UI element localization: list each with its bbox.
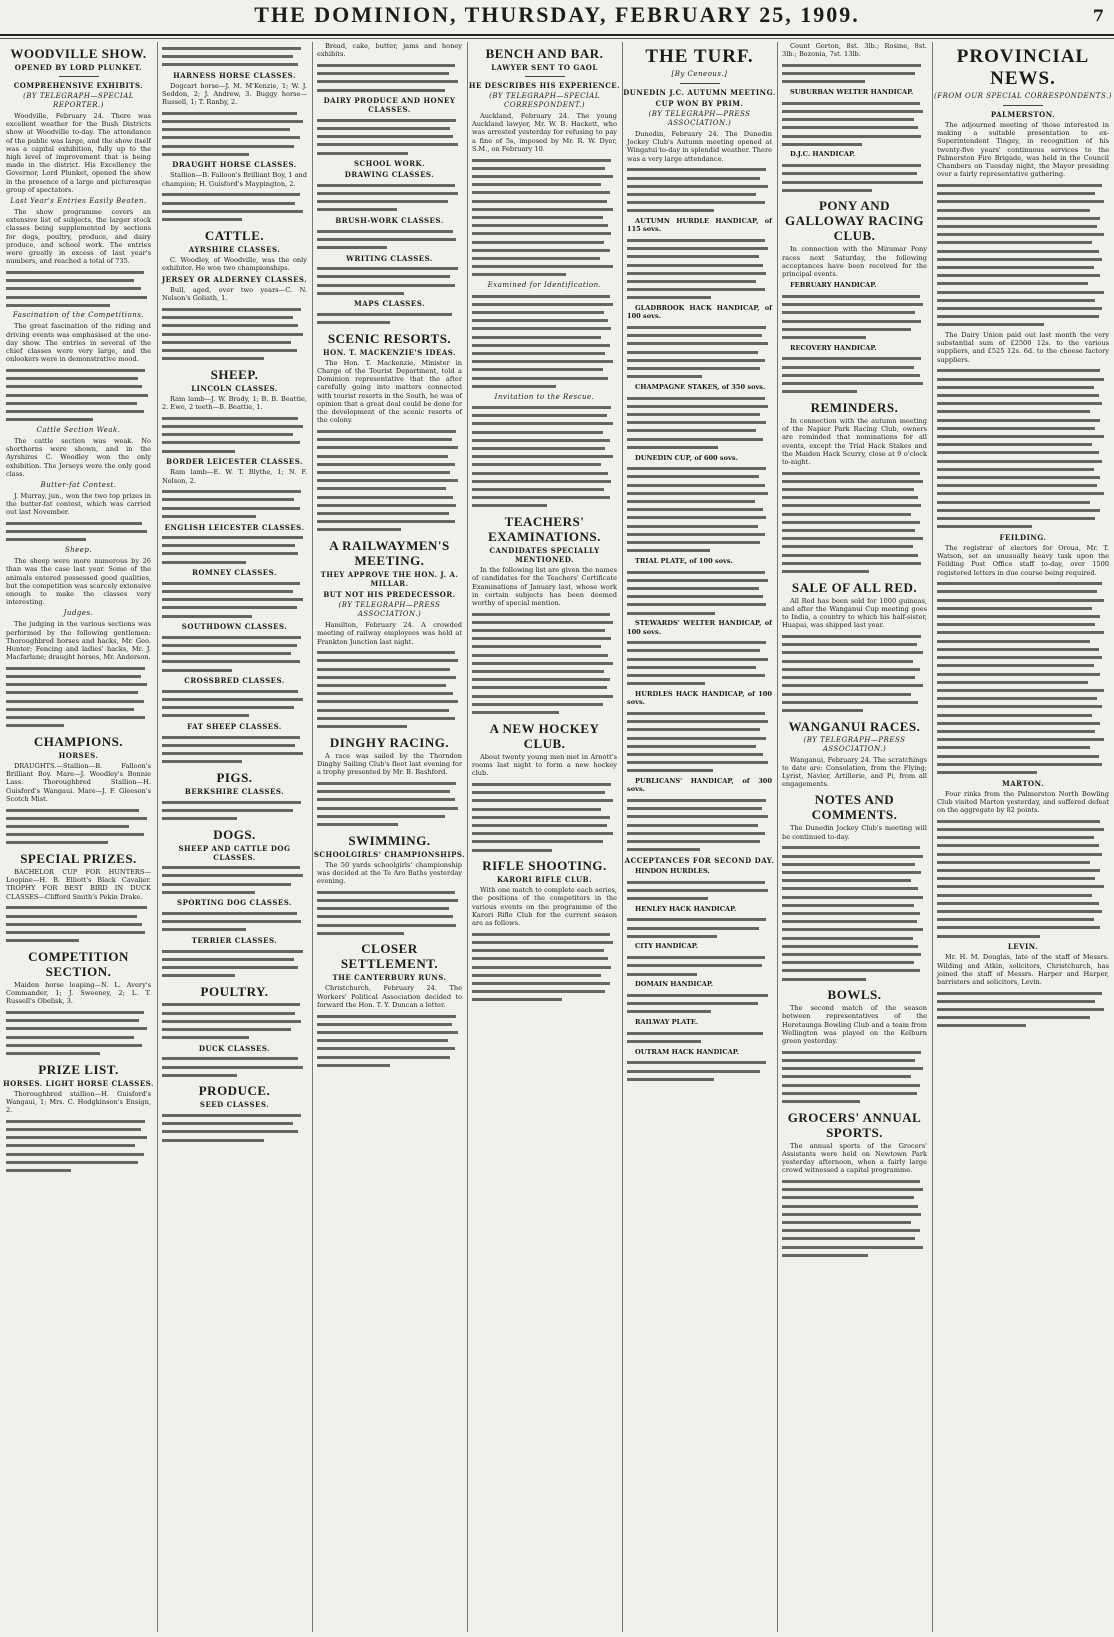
article-paragraph: Thoroughbred stallion—H. Guisford's Wangaui, 1; Mrs. C. Hodgkinson's Ensign, 2. xyxy=(6,1089,151,1115)
subheading: BRUSH-WORK CLASSES. xyxy=(335,216,444,226)
article-paragraph: The Dunedin Jockey Club's meeting will be continued to-day. xyxy=(782,824,927,841)
column-3 xyxy=(312,42,466,1632)
byline: (BY TELEGRAPH—PRESS ASSOCIATION.) xyxy=(803,735,906,753)
subheading: DUCK CLASSES. xyxy=(198,1043,271,1053)
paragraph-heading: Examined for Identification. xyxy=(487,281,602,290)
article-text-block xyxy=(627,954,772,979)
article-text-block xyxy=(782,61,927,86)
article-paragraph: The registrar of electors for Oroua, Mr. T. Watson, set an unusually heavy task upon the Feilding Post Office staff to-day, over 1500 registered letters in due course being required. xyxy=(937,543,1109,577)
subheading: CROSSBRED CLASSES. xyxy=(184,676,285,686)
race-heading: FEBRUARY HANDICAP. xyxy=(790,281,877,290)
column-4 xyxy=(467,42,621,1632)
subheading: WRITING CLASSES. xyxy=(346,253,433,263)
article-paragraph: The Hon. T. Mackenzie, Minister in Charge of the Tourist Department, told a Dominion representative that the after carefully going into matters connected with tourist resorts in the South, he was of opinion that a great deal could be done for the development of the scenic resorts of the colony. xyxy=(317,358,462,425)
headline-the-turf: THE TURF. xyxy=(645,46,754,67)
article-paragraph: Auckland, February 24. The young Auckland lawyer, Mr. W. B. Hackett, who was arrested yesterday for refusing to pay a fine of 5s, imposed by Mr. R. W. Dyer, S.M., on February 10. xyxy=(472,112,617,153)
article-paragraph: The great fascination of the riding and driving events was emphasised at the one-day show. The entries in several of the chief classes were very large, and the onlookers were in demonstrative mood. xyxy=(6,322,151,364)
subheading: DRAWING CLASSES. xyxy=(344,170,435,180)
race-heading: HURDLES HACK HANDICAP, of 100 sovs. xyxy=(627,690,772,707)
article-text-block xyxy=(782,1048,927,1105)
article-paragraph: BACHELOR CUP FOR HUNTERS—Loopine—H. B. Elliott's Black Cavalier. TROPHY FOR BEST BIRD IN DUCK CLASSES—Clifford Smith's Pekin Drake. xyxy=(6,868,151,901)
headline-new-hockey-club: A NEW HOCKEY CLUB. xyxy=(489,720,600,751)
article-text-block xyxy=(6,366,151,423)
subheading: KARORI RIFLE CLUB. xyxy=(497,875,592,885)
paragraph-heading: Sheep. xyxy=(64,546,93,555)
article-text-block xyxy=(627,709,772,775)
headline-bowls: BOWLS. xyxy=(827,987,882,1003)
article-text-block xyxy=(317,888,462,937)
headline-dinghy-racing: DINGHY RACING. xyxy=(329,734,450,750)
article-text-block xyxy=(472,930,617,1004)
section-heading-pigs: PIGS. xyxy=(216,770,253,785)
article-text-block xyxy=(162,864,307,897)
article-text-block xyxy=(627,236,772,302)
article-paragraph: Bread, cake, butter, jams and honey exhibits. xyxy=(317,42,462,59)
headline-woodville-show: WOODVILLE SHOW. xyxy=(10,46,147,61)
article-text-block xyxy=(627,1059,772,1084)
paragraph-heading: Last Year's Entries Easily Beaten. xyxy=(10,197,147,206)
article-paragraph: Ram lamb—J. W. Brady, 1; B. B. Beattie, 2. Ewe, 2 teeth—B. Beattie, 1. xyxy=(162,394,307,412)
article-text-block xyxy=(162,909,307,934)
article-text-block xyxy=(472,156,617,279)
article-text-block xyxy=(162,947,307,980)
subheading: ACCEPTANCES FOR SECOND DAY. xyxy=(624,855,775,865)
article-text-block xyxy=(162,798,307,823)
article-text-block xyxy=(317,310,462,326)
article-paragraph: All Red has been sold for 1000 guineas, and after the Wanganui Cup meeting goes to India, a country to which his half-sister, Huapai, was shipped last year. xyxy=(782,596,927,630)
section-heading-special-prizes: SPECIAL PRIZES. xyxy=(20,851,137,867)
page-number: 7 xyxy=(1092,6,1104,25)
headline-pony-galloway: PONY AND GALLOWAY RACING CLUB. xyxy=(784,198,925,244)
masthead xyxy=(0,0,1114,36)
article-paragraph: The sheep were more numerous by 26 than was the case last year. Some of the animals entered possessed good qualities, but the competition was scarcely extensive enough to make the classes very interesting. xyxy=(6,557,151,607)
article-text-block xyxy=(162,109,307,158)
subheading: LAWYER SENT TO GAOL xyxy=(491,63,598,72)
article-text-block xyxy=(317,181,462,214)
article-text-block xyxy=(627,796,772,853)
race-heading: DUNEDIN CUP, of 600 sovs. xyxy=(635,453,738,462)
race-heading: CHAMPAGNE STAKES, of 350 sovs. xyxy=(635,382,766,391)
race-heading: DOMAIN HANDICAP. xyxy=(635,980,713,989)
subheading: THEY APPROVE THE HON. J. A. MILLAR. xyxy=(320,570,459,589)
section-heading-competition: COMPETITION SECTION. xyxy=(28,948,129,979)
article-paragraph: The second match of the season between representatives of the Heretaunga Bowling Club and a team from Wellington was played on the Kelburn green yesterday. xyxy=(782,1004,927,1046)
article-text-block xyxy=(317,428,462,535)
article-paragraph: The 50 yards schoolgirls' championship was decided at the Te Aro Baths yesterday evening. xyxy=(317,860,462,886)
article-paragraph: About twenty young men met in Arnott's rooms last night to form a new hockey club. xyxy=(472,752,617,778)
subheading: MAPS CLASSES. xyxy=(354,299,425,309)
article-text-block xyxy=(317,649,462,731)
race-heading: PUBLICANS' HANDICAP, of 300 sovs. xyxy=(627,777,772,794)
byline: (BY TELEGRAPH—SPECIAL REPORTER.) xyxy=(23,92,134,109)
subheading: SPORTING DOG CLASSES. xyxy=(177,898,292,908)
section-heading-champions: CHAMPIONS. xyxy=(33,734,124,749)
subheading: LINCOLN CLASSES. xyxy=(191,383,278,393)
article-text-block xyxy=(162,305,307,362)
article-text-block xyxy=(317,779,462,828)
article-paragraph: Maiden horse leaping—N. L. Avery's Commander, 1; J. Sweeney, 2; L. T. Russell's Obelisk, 3. xyxy=(6,980,151,1006)
subheading: CANDIDATES SPECIALLY MENTIONED. xyxy=(489,546,600,565)
divider xyxy=(1003,105,1043,106)
article-text-block xyxy=(6,664,151,730)
article-text-block xyxy=(627,992,772,1017)
divider xyxy=(525,76,565,77)
race-heading: OUTRAM HACK HANDICAP. xyxy=(635,1047,739,1056)
subheading: HE DESCRIBES HIS EXPERIENCE. xyxy=(468,81,621,90)
article-text-block xyxy=(317,1012,462,1069)
article-paragraph: Woodville, February 24. There was excellent weather for the Bush Districts show at Woodville to-day. The attendance of the public was large, and the show itself was a capital exhibition, fully up to the high level of improvement that is being made in the district. His Excellency the Governor, Lord Plunket, opened the show in the presence of a large and picturesque group of spectators. xyxy=(6,112,151,194)
headline-rifle-shooting: RIFLE SHOOTING. xyxy=(482,858,607,874)
article-text-block xyxy=(782,355,927,396)
subheading: AYRSHIRE CLASSES. xyxy=(188,244,281,254)
article-text-block xyxy=(317,265,462,298)
article-text-block xyxy=(162,579,307,620)
subheading: HORSES. LIGHT HORSE CLASSES. xyxy=(3,1078,154,1088)
article-text-block xyxy=(162,44,307,69)
article-paragraph: C. Woodley, of Woodville, was the only exhibitor. He won two championships. xyxy=(162,255,307,272)
article-text-block xyxy=(317,61,462,94)
article-paragraph: In connection with the Miramar Pony races next Saturday, the following acceptances have been received for the principal events. xyxy=(782,245,927,279)
headline-notes-and-comments: NOTES AND COMMENTS. xyxy=(811,792,898,823)
subheading: COMPREHENSIVE EXHIBITS. xyxy=(13,81,144,90)
article-text-block xyxy=(782,844,927,983)
subheading: DUNEDIN J.C. AUTUMN MEETING. xyxy=(623,88,776,97)
subheading: BORDER LEICESTER CLASSES. xyxy=(166,457,303,467)
article-text-block xyxy=(627,568,772,617)
article-text-block xyxy=(937,181,1109,329)
article-text-block xyxy=(162,1055,307,1080)
article-paragraph: The adjourned meeting of those interested in making a suitable presentation to ex-Superintendent Tingey, in recognition of his twenty-five years' continuous services to the Palmerston Fire Brigade, was held in the Council Chambers on Tuesday night, the Mayor presiding over a fairly representative gathering. xyxy=(937,121,1109,179)
subheading: PALMERSTON. xyxy=(990,110,1056,119)
paragraph-heading: Cattle Section Weak. xyxy=(36,425,121,434)
article-text-block xyxy=(472,292,617,390)
article-paragraph: A race was sailed by the Thorndon Dinghy Sailing Club's fleet last evening for a trophy presented by Mr. B. Bashford. xyxy=(317,751,462,777)
article-text-block xyxy=(6,904,151,945)
section-heading-dogs: DOGS. xyxy=(213,826,256,842)
article-text-block xyxy=(162,191,307,224)
article-text-block xyxy=(472,404,617,511)
article-text-block xyxy=(6,1008,151,1057)
headline-bench-and-bar: BENCH AND BAR. xyxy=(485,46,604,61)
race-heading: AUTUMN HURDLE HANDICAP, of 115 sovs. xyxy=(627,217,772,234)
headline-provincial-news: PROVINCIAL NEWS. xyxy=(956,46,1090,89)
article-text-block xyxy=(317,227,462,252)
subheading: DAIRY PRODUCE AND HONEY CLASSES. xyxy=(323,96,456,115)
byline: (FROM OUR SPECIAL CORRESPONDENTS.) xyxy=(934,92,1112,100)
article-text-block xyxy=(162,414,307,455)
article-paragraph: The annual sports of the Grocers' Assistants were held on Newtown Park yesterday afternoon, when a fairly large crowd witnessed a capital programme. xyxy=(782,1141,927,1175)
column-1 xyxy=(2,42,155,1632)
subheading: HON. T. MACKENZIE'S IDEAS. xyxy=(323,347,456,357)
subheading: FAT SHEEP CLASSES. xyxy=(187,722,282,732)
article-text-block xyxy=(162,733,307,766)
headline-reminders: REMINDERS. xyxy=(810,399,899,415)
article-text-block xyxy=(782,1178,927,1260)
article-paragraph: DRAUGHTS.—Stallion—B. Falloon's Brilliant Boy. Mare—J. Woodley's Bonnie Lass. Thoroughbred Stallion—H. Guisford's Wangaui. Mare—J. F. Gleeson's Scotch Mist. xyxy=(6,762,151,803)
article-paragraph: Mr. H. M. Douglas, late of the staff of Messrs. Wilding and Atkin, solicitors, Christchurch, has joined the staff of Messrs. Harper and Harper, barristers and solicitors, Levin. xyxy=(937,953,1109,986)
article-paragraph: The Dairy Union paid out last month the very substantial sum of £2500 12s. to the various suppliers, and £525 12s. 6d. to the cheese factory suppliers. xyxy=(937,331,1109,364)
headline-scenic-resorts: SCENIC RESORTS. xyxy=(327,330,452,346)
article-text-block xyxy=(6,268,151,309)
race-heading: CITY HANDICAP. xyxy=(635,942,698,951)
article-text-block xyxy=(937,580,1109,777)
column-5 xyxy=(622,42,776,1632)
headline-sale-of-all-red: SALE OF ALL RED. xyxy=(791,579,918,595)
subheading: SCHOOLGIRLS' CHAMPIONSHIPS. xyxy=(313,849,466,859)
section-heading-produce: PRODUCE. xyxy=(198,1083,271,1099)
article-text-block xyxy=(627,639,772,688)
subheading: CUP WON BY PRIM. xyxy=(655,99,744,108)
article-paragraph: The show programme covers an extensive list of subjects, the larger stock classes being supplemented by sections for dogs, poultry, produce, and dairy produce, and school work. The entries were greatly in excess of last year's numbers, and reached a total of 735. xyxy=(6,208,151,266)
subheading: ROMNEY CLASSES. xyxy=(192,568,277,578)
section-heading-prize-list: PRIZE LIST. xyxy=(38,1061,119,1077)
article-paragraph: Stallion—B. Falloon's Brilliant Boy, 1 and champion; H. Guisford's Maypington, 2. xyxy=(162,171,307,188)
article-text-block xyxy=(937,817,1109,940)
article-text-block xyxy=(782,99,927,148)
article-paragraph: With one match to complete each series, the positions of the competitors in the various events on the programme of the Karori Rifle Club for the current season are as follows. xyxy=(472,886,617,928)
article-text-block xyxy=(627,465,772,555)
article-paragraph: Wanganui, February 24. The scratchings to date are: Consolation, from the Flying; Lyrist, Navier, Artillerie, and Pi, from all engagements. xyxy=(782,755,927,789)
article-text-block xyxy=(317,116,462,157)
subheading: BERKSHIRE CLASSES. xyxy=(184,787,285,796)
subheading: SCHOOL WORK. xyxy=(353,159,426,169)
section-heading-cattle: CATTLE. xyxy=(204,227,265,243)
subheading: ENGLISH LEICESTER CLASSES. xyxy=(164,522,305,532)
masthead-rule xyxy=(0,38,1114,39)
byline: (BY TELEGRAPH—PRESS ASSOCIATION.) xyxy=(338,601,441,619)
article-text-block xyxy=(627,916,772,941)
article-paragraph: J. Murray, jun., won the two top prizes in the butter-fat contest, which was carried out last November. xyxy=(6,491,151,517)
article-text-block xyxy=(6,520,151,545)
subheading: DRAUGHT HORSE CLASSES. xyxy=(172,160,297,170)
article-text-block xyxy=(627,166,772,215)
subheading: SOUTHDOWN CLASSES. xyxy=(181,622,288,632)
race-heading: RAILWAY PLATE. xyxy=(635,1018,699,1027)
article-text-block xyxy=(627,878,772,903)
article-text-block xyxy=(162,488,307,521)
article-paragraph: Four rinks from the Palmerston North Bowling Club visited Marton yesterday, and suffered defeat on the aggregate by 82 points. xyxy=(937,789,1109,815)
race-heading: GLADBROOK HACK HANDICAP, of 100 sovs. xyxy=(627,304,772,321)
headline-closer-settlement: CLOSER SETTLEMENT. xyxy=(340,941,439,972)
article-text-block xyxy=(782,292,927,341)
article-paragraph: Ram lamb—E. W. T. Blythe, 1; N. F. Nelson, 2. xyxy=(162,468,307,485)
article-text-block xyxy=(937,989,1109,1030)
race-heading: TRIAL PLATE, of 100 sovs. xyxy=(635,556,733,565)
paragraph-heading: Fascination of the Competitions. xyxy=(12,311,145,320)
article-text-block xyxy=(6,806,151,847)
article-text-block xyxy=(627,1029,772,1045)
headline-railwaymens-meeting: A RAILWAYMEN'S MEETING. xyxy=(329,538,450,569)
divider xyxy=(680,83,720,84)
race-heading: STEWARDS' WELTER HANDICAP, of 100 sovs. xyxy=(627,619,772,636)
article-text-block xyxy=(472,780,617,854)
headline-swimming: SWIMMING. xyxy=(348,832,431,848)
headline-wanganui-races: WANGANUI RACES. xyxy=(788,718,921,734)
subheading: HARNESS HORSE CLASSES. xyxy=(173,70,296,80)
column-7 xyxy=(932,42,1113,1632)
newspaper-title: THE DOMINION, THURSDAY, FEBRUARY 25, 1909. xyxy=(254,2,860,27)
subheading: SEED CLASSES. xyxy=(199,1100,270,1110)
article-text-block xyxy=(937,367,1109,531)
headline-teachers-examinations: TEACHERS' EXAMINATIONS. xyxy=(488,514,601,545)
race-heading: HINDON HURDLES. xyxy=(635,866,710,875)
article-text-block xyxy=(162,687,307,720)
race-heading: HENLEY HACK HANDICAP. xyxy=(635,904,737,913)
subheading: MARTON. xyxy=(1001,778,1045,788)
article-text-block xyxy=(472,610,617,717)
section-heading-sheep: SHEEP. xyxy=(210,366,259,382)
article-paragraph: The judging in the various sections was performed by the following gentlemen: Thoroughbred horses and hacks, Mr. Geo. Hunter; Fencing and ladies' hacks, Mr. J. Macfarlane; draught horses, Mr. Anderson. xyxy=(6,620,151,662)
article-text-block xyxy=(162,633,307,674)
article-paragraph: Bull, aged, over two years—C. N. Nelson's Goliath, 1. xyxy=(162,286,307,303)
article-text-block xyxy=(162,1111,307,1144)
subheading: BUT NOT HIS PREDECESSOR. xyxy=(323,590,456,600)
paragraph-heading: Judges. xyxy=(63,609,94,618)
article-text-block xyxy=(782,469,927,576)
headline-grocers-sports: GROCERS' ANNUAL SPORTS. xyxy=(787,1109,922,1140)
subheading: OPENED BY LORD PLUNKET. xyxy=(14,63,143,72)
subheading: TERRIER CLASSES. xyxy=(191,936,278,946)
race-heading: RECOVERY HANDICAP. xyxy=(790,343,877,352)
article-text-block xyxy=(782,633,927,715)
byline: (BY TELEGRAPH—PRESS ASSOCIATION.) xyxy=(648,110,751,127)
article-paragraph: In connection with the autumn meeting of the Napier Park Racing Club, owners are reminded that nominations for all events, except the Trial Hack Stakes and the Maiden Hack Scurry, close at 9 o'clock to-night. xyxy=(782,416,927,466)
article-text-block xyxy=(627,394,772,451)
article-paragraph: In the following list are given the names of candidates for the Teachers' Certificate Examinations of January last, whose work in certain subjects has been deemed worthy of special mention. xyxy=(472,566,617,607)
byline: (BY TELEGRAPH—SPECIAL CORRESPONDENT.) xyxy=(489,92,600,109)
article-text-block xyxy=(162,534,307,567)
column-2 xyxy=(157,42,311,1632)
divider xyxy=(59,76,99,77)
article-paragraph: Hamilton, February 24. A crowded meeting of railway employees was held at Frankton Junction last night. xyxy=(317,621,462,646)
subheading: JERSEY OR ALDERNEY CLASSES. xyxy=(161,275,308,285)
article-text-block xyxy=(162,1001,307,1042)
article-text-block xyxy=(627,323,772,380)
race-heading: SUBURBAN WELTER HANDICAP. xyxy=(790,88,914,97)
section-heading-poultry: POULTRY. xyxy=(200,983,269,999)
paragraph-heading: Butter-fat Contest. xyxy=(40,480,117,489)
subheading: FEILDING. xyxy=(999,532,1047,542)
column-6 xyxy=(777,42,931,1632)
subheading: LEVIN. xyxy=(1007,942,1039,952)
byline: [By Ceneous.] xyxy=(671,70,728,78)
subheading: SHEEP AND CATTLE DOG CLASSES. xyxy=(178,843,291,862)
article-paragraph: Christchurch, February 24. The Workers' Political Association decided to forward the Hon. T. Y. Duncan a letter. xyxy=(317,984,462,1009)
article-paragraph: Dunedin, February 24. The Dunedin Jockey Club's Autumn meeting opened at Wingatui to-day in splendid weather. There was a very large attendance. xyxy=(627,130,772,163)
article-paragraph: Dogcart horse—J. M. M'Kenzie, 1; W. J. Seddon, 2; J. Andrew, 3. Buggy horse—Russell, 1; T. Ranby, 2. xyxy=(162,81,307,107)
subheading: THE CANTERBURY RUNS. xyxy=(332,973,447,983)
race-heading: D.J.C. HANDICAP. xyxy=(790,150,856,159)
paragraph-heading: Invitation to the Rescue. xyxy=(494,392,595,401)
article-text-block xyxy=(6,1117,151,1174)
article-text-block xyxy=(782,162,927,195)
article-paragraph: The cattle section was weak. No shorthorns were shown, and in the Ayrshires C. Woodley won the only exhibition. The Jerseys were the only good class. xyxy=(6,436,151,478)
subheading: HORSES. xyxy=(58,751,99,760)
article-paragraph: Count Gerton, 8st. 3lb.; Rosine, 8st. 3lb.; Bezonia, 7st. 13lb. xyxy=(782,42,927,59)
